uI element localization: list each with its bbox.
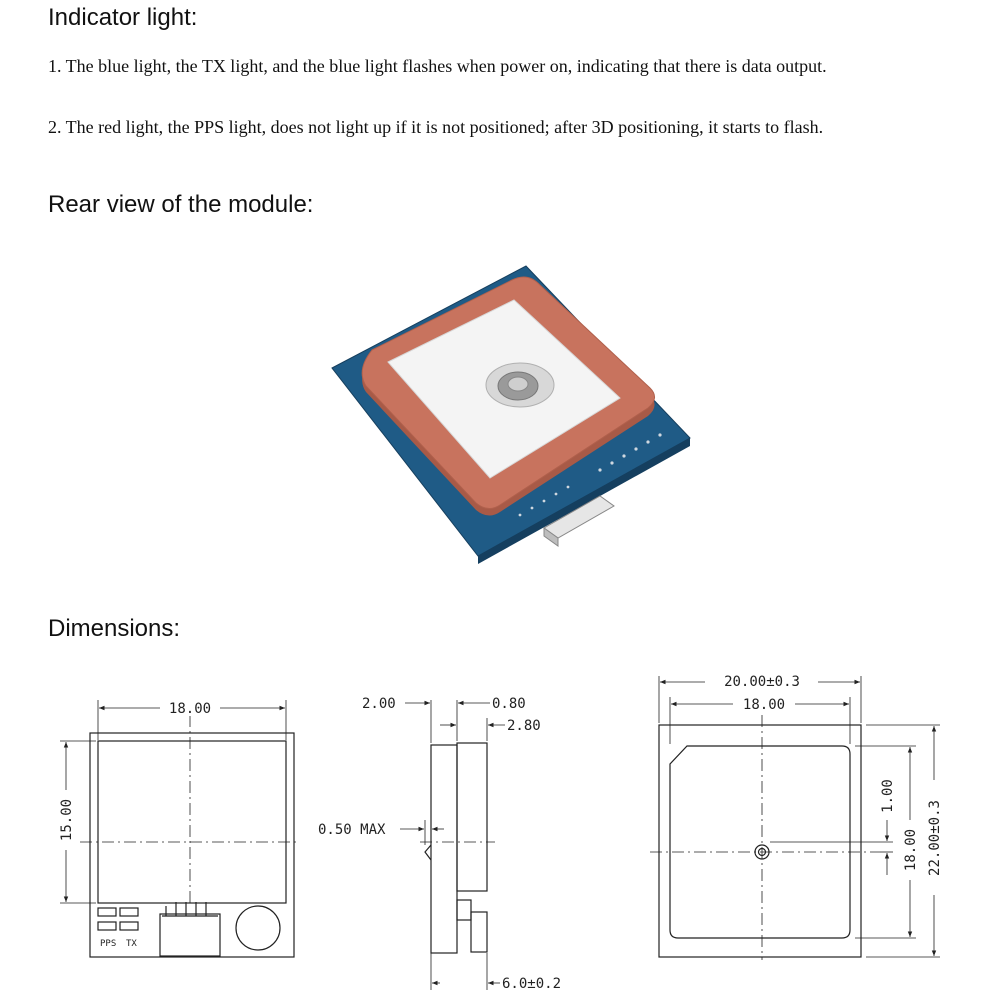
side-board: [431, 745, 457, 953]
back-inner-width: 18.00: [742, 697, 786, 713]
led-pps-1: [98, 908, 116, 916]
front-height-label: 15.00: [59, 798, 75, 842]
indicator-heading: Indicator light:: [48, 4, 198, 31]
back-inner-height: 18.00: [903, 828, 919, 872]
back-outer-width: 20.00±0.3: [724, 674, 800, 690]
side-connector: [471, 912, 487, 952]
led-pps-2: [98, 922, 116, 930]
tx-label: TX: [126, 939, 137, 949]
side-patch: [457, 743, 487, 891]
led-tx-2: [120, 922, 138, 930]
front-width-label: 18.00: [168, 701, 212, 717]
indicator-item-1: 1. The blue light, the TX light, and the blue light flashes when power on, indicating that there is data output.: [48, 56, 827, 76]
side-dim-050: 0.50 MAX: [318, 822, 386, 838]
front-view-drawing: [60, 700, 300, 957]
back-view-drawing: [650, 676, 940, 960]
back-board-outline: [659, 725, 861, 957]
led-tx-1: [120, 908, 138, 916]
front-patch-outline: [98, 741, 286, 903]
dimension-drawings: [0, 660, 1000, 995]
side-dim-6: 6.0±0.2: [502, 976, 562, 992]
module-rear-photo: [320, 255, 700, 575]
rear-view-heading: Rear view of the module:: [48, 191, 314, 218]
pps-label: PPS: [100, 939, 117, 949]
side-dim-280: 2.80: [507, 718, 541, 734]
back-outer-height: 22.00±0.3: [927, 800, 943, 876]
front-connector: [160, 914, 220, 956]
front-mount-circle: [236, 906, 280, 950]
side-dim-2: 2.00: [362, 696, 396, 712]
side-dim-080: 0.80: [492, 696, 526, 712]
side-view-drawing: [400, 700, 505, 990]
back-offset: 1.00: [880, 779, 896, 813]
dimensions-heading: Dimensions:: [48, 615, 181, 642]
indicator-item-2: 2. The red light, the PPS light, does not light up if it is not positioned; after 3D positioning, it starts to flash.: [48, 117, 824, 137]
